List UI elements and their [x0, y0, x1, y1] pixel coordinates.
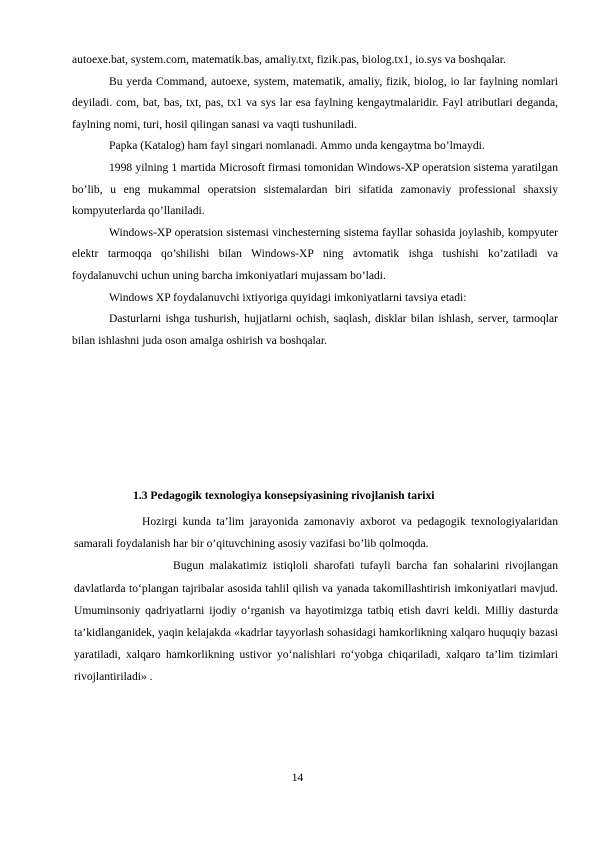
paragraph-independence: Bugun malakatimiz istiqloli sharofati tufayli barcha fan sohalarini rivojlangan davlatlarda to‘plangan tajribalar asosida tahlil qilish va yanada takomillashtirish imkoniyatlari mavjud. Umuminsoniy qadriyatlarni ijodiy o‘rganish va hayotimizga tatbiq etish davri keldi. Milliy dasturda ta’kidlanganidek, yaqin kelajakda «kadrlar tayyorlash sohasidagi hamkorlikning xalqaro huquqiy bazasi yaratiladi, xalqaro hamkorlikning ustivor yo‘nalishlari ro‘yobga chiqariladi, xalqaro ta’lim tizimlari rivojlantiriladi» . — [74, 559, 558, 684]
paragraph-windows-xp-history: 1998 yilning 1 martida Microsoft firmasi tomonidan Windows-XP operatsion sistema yaratilgan bo’lib, u eng mukammal operatsion sistemalardan biri sifatida zamonaviy professional shaxsiy kompyuterlarda qo’llaniladi. — [72, 160, 558, 218]
page-number: 14 — [291, 771, 304, 784]
paragraph-file-examples: autoexe.bat, system.com, matematik.bas, amaliy.txt, fizik.pas, biolog.tx1, io.sys va boshqalar. — [72, 53, 506, 66]
body-text-bottom — [74, 511, 558, 689]
paragraph-windows-xp-system: Windows-XP operatsion sistemasi vinchesterning sistema fayllar sohasida joylashib, kompyuter elektr tarmoqqa qo’shilishi bilan Windows-XP ning avtomatik ishga tushishi ko’zatiladi va foydalanuvchi uchun uning barcha imkoniyatlari mujassam bo’ladi. — [72, 225, 558, 282]
paragraph-modern-education: Hozirgi kunda ta’lim jarayonida zamonaviy axborot va pedagogik texnologiyalaridan samarali foydalanish har bir o’qituvchining asosiy vazifasi bo’lib qolmoqda. — [74, 515, 558, 551]
section-heading: 1.3 Pedagogik texnologiya konsepsiyasining rivojlanish tarixi — [133, 489, 435, 502]
paragraph-windows-xp-features: Windows XP foydalanuvchi ixtiyoriga quyidagi imkoniyatlarni tavsiya etadi: — [109, 290, 467, 304]
paragraph-programs: Dasturlarni ishga tushurish, hujjatlarni ochish, saqlash, disklar bilan ishlash, server, tarmoqlar bilan ishlashni juda oson amalga oshirish va boshqalar. — [72, 312, 558, 347]
paragraph-file-names: Bu yerda Command, autoexe, system, matematik, amaliy, fizik, biolog, io lar faylning nomlari deyiladi. com, bat, bas, txt, pas, tx1 va sys lar esa faylning kengaytmalaridir. Fayl atributlari deganda, faylning nomi, turi, hosil qilingan sanasi va vaqti tushuniladi. — [72, 74, 558, 131]
paragraph-folder: Papka (Katalog) ham fayl singari nomlanadi. Ammo unda kengaytma bo’lmaydi. — [109, 139, 485, 153]
body-text-top — [72, 49, 558, 351]
